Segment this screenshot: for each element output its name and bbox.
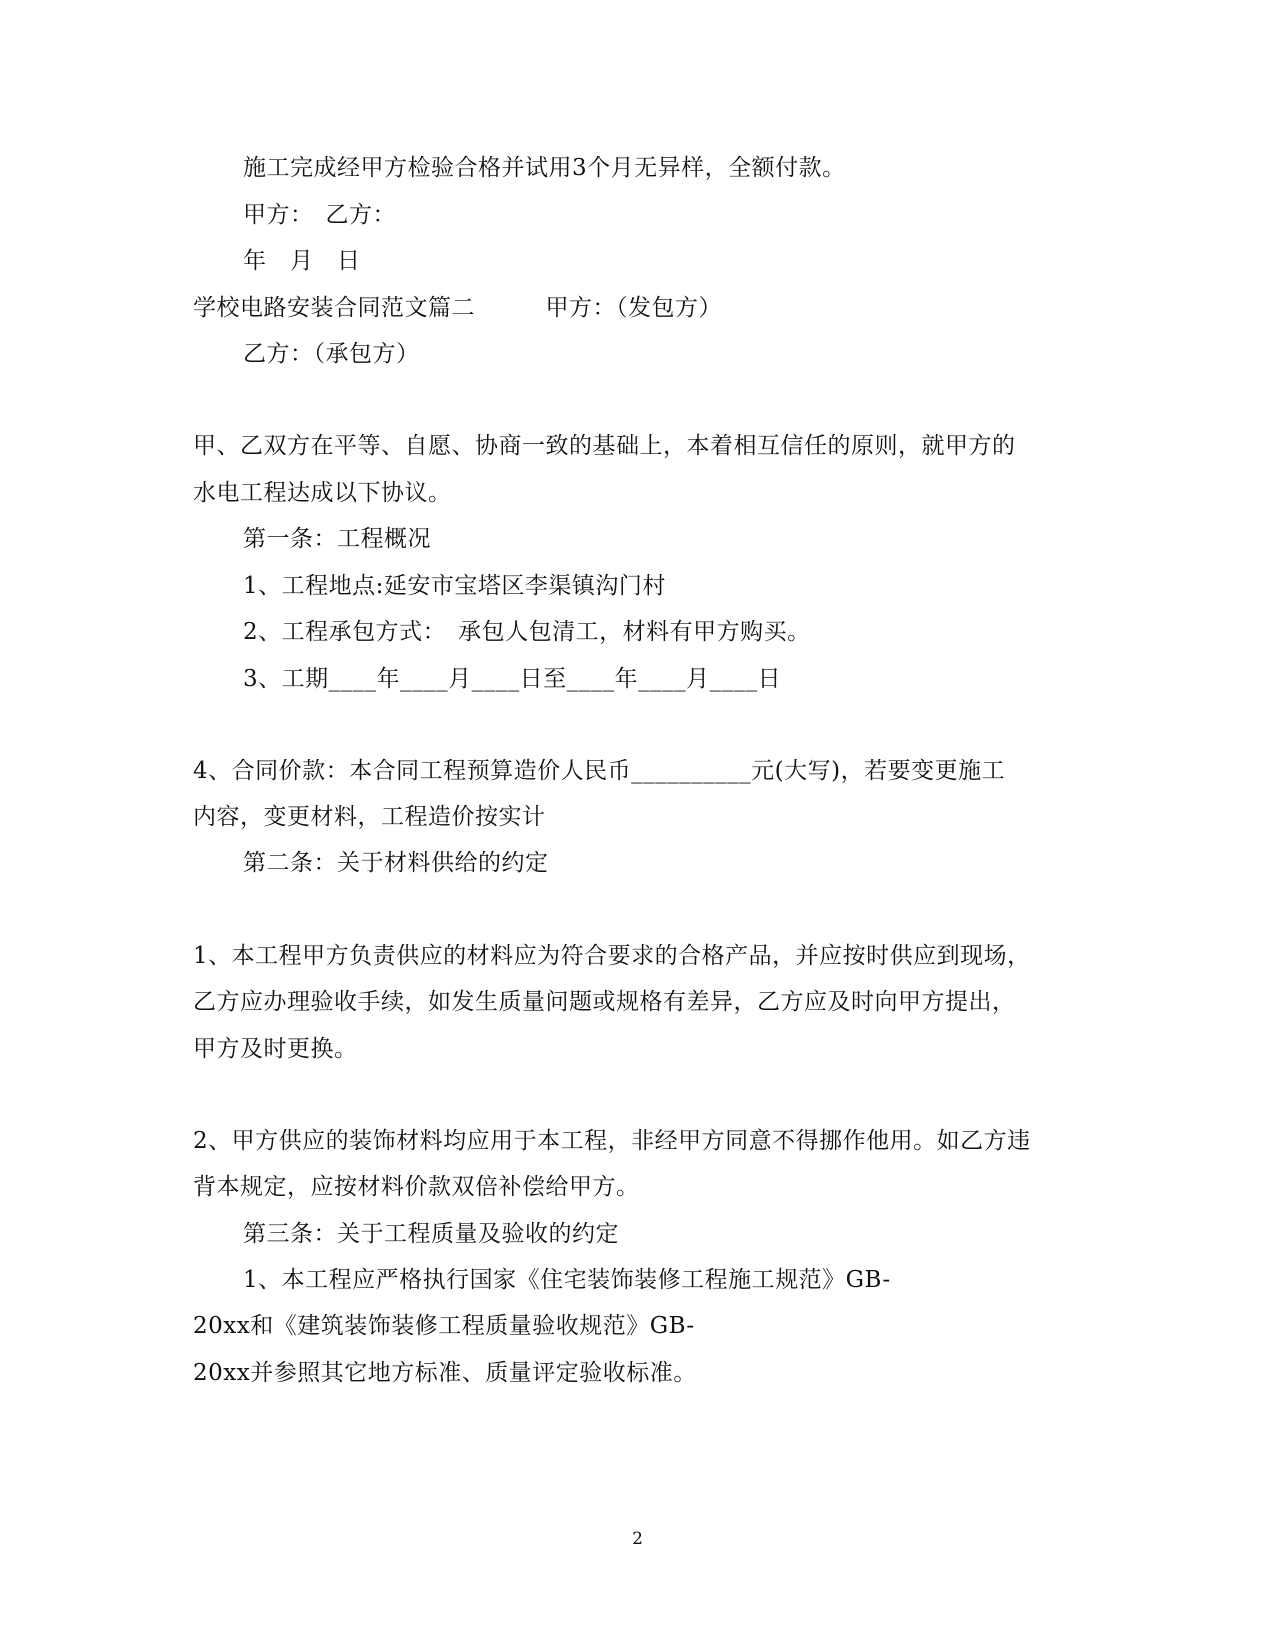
party-b-line: 乙方：（承包方） bbox=[243, 341, 420, 367]
article-2-item-1-line-2: 乙方应办理验收手续，如发生质量问题或规格有差异，乙方应及时向甲方提出， bbox=[193, 989, 1016, 1015]
article-1-item-3: 3、工期____年____月____日至____年____月____日 bbox=[243, 666, 782, 692]
article-3-item-1-line-1: 1、本工程应严格执行国家《住宅装饰装修工程施工规范》GB- bbox=[243, 1267, 891, 1293]
article-2-item-2-line-1: 2、甲方供应的装饰材料均应用于本工程，非经甲方同意不得挪作他用。如乙方违 bbox=[193, 1128, 1031, 1154]
article-1-heading: 第一条：工程概况 bbox=[243, 526, 431, 552]
paragraph-intro-line-1: 甲、乙双方在平等、自愿、协商一致的基础上，本着相互信任的原则，就甲方的 bbox=[193, 433, 1016, 459]
section-heading: 学校电路安装合同范文篇二 甲方：（发包方） bbox=[193, 295, 722, 321]
page-number: 2 bbox=[632, 1529, 643, 1549]
paragraph-intro-line-2: 水电工程达成以下协议。 bbox=[193, 480, 452, 506]
article-1-item-1: 1、工程地点:延安市宝塔区李渠镇沟门村 bbox=[243, 573, 666, 599]
signature-parties: 甲方： 乙方： bbox=[243, 202, 396, 228]
article-3-item-1-line-2: 20xx和《建筑装饰装修工程质量验收规范》GB- bbox=[193, 1313, 695, 1339]
paragraph-payment-terms: 施工完成经甲方检验合格并试用3个月无异样，全额付款。 bbox=[243, 155, 846, 181]
article-1-item-4-line-2: 内容，变更材料，工程造价按实计 bbox=[193, 804, 546, 830]
article-2-item-1-line-1: 1、本工程甲方负责供应的材料应为符合要求的合格产品，并应按时供应到现场， bbox=[193, 943, 1031, 969]
article-2-heading: 第二条：关于材料供给的约定 bbox=[243, 850, 549, 876]
article-3-item-1-line-3: 20xx并参照其它地方标准、质量评定验收标准。 bbox=[193, 1360, 697, 1386]
article-2-item-1-line-3: 甲方及时更换。 bbox=[193, 1036, 358, 1062]
article-3-heading: 第三条：关于工程质量及验收的约定 bbox=[243, 1221, 619, 1247]
article-2-item-2-line-2: 背本规定，应按材料价款双倍补偿给甲方。 bbox=[193, 1174, 640, 1200]
article-1-item-2: 2、工程承包方式： 承包人包清工，材料有甲方购买。 bbox=[243, 619, 811, 645]
signature-date: 年 月 日 bbox=[243, 248, 361, 274]
article-1-item-4-line-1: 4、合同价款：本合同工程预算造价人民币__________元(大写)，若要变更施工 bbox=[193, 758, 1006, 784]
